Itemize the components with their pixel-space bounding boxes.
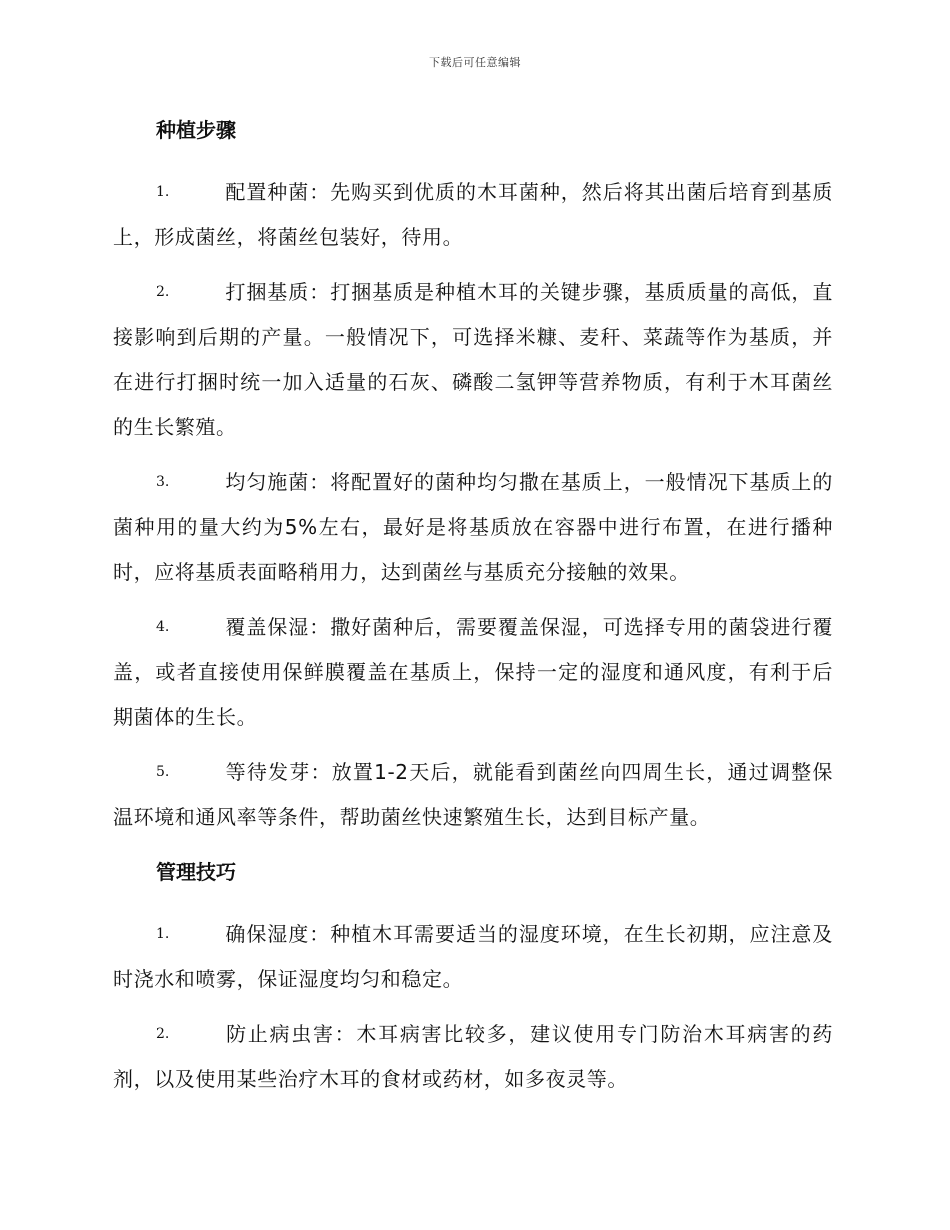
list-item: [113, 605, 833, 740]
document-content: [113, 108, 833, 1112]
list-item-text: 覆盖保湿：撒好菌种后，需要覆盖保湿，可选择专用的菌袋进行覆盖，或者直接使用保鲜膜覆盖在基质上，保持一定的湿度和通风度，有利于后期菌体的生长。: [113, 615, 833, 729]
list-item: [113, 750, 833, 840]
list-item-number: 2.: [156, 1026, 170, 1042]
list-item-text: 确保湿度：种植木耳需要适当的湿度环境，在生长初期，应注意及时浇水和喷雾，保证湿度均匀和稳定。: [113, 922, 833, 991]
list-item-text: 配置种菌：先购买到优质的木耳菌种，然后将其出菌后培育到基质上，形成菌丝，将菌丝包装好，待用。: [113, 180, 833, 249]
section-title-management-tips: 管理技巧: [156, 860, 236, 884]
list-item-number: 3.: [156, 474, 170, 490]
list-item-number: 5.: [156, 764, 170, 780]
list-item: [113, 270, 833, 450]
list-item-text: 均匀施菌：将配置好的菌种均匀撒在基质上，一般情况下基质上的菌种用的量大约为5%左右，最好是将基质放在容器中进行布置，在进行播种时，应将基质表面略稍用力，达到菌丝与基质充分接触的效果。: [113, 470, 833, 584]
list-item-number: 1.: [156, 926, 170, 942]
list-item: [113, 170, 833, 260]
header-note: 下载后可任意编辑: [429, 56, 521, 69]
list-item: [113, 1012, 833, 1102]
list-item-text: 打捆基质：打捆基质是种植木耳的关键步骤，基质质量的高低，直接影响到后期的产量。一般情况下，可选择米糠、麦秆、菜蔬等作为基质，并在进行打捆时统一加入适量的石灰、磷酸二氢钾等营养物质，有利于木耳菌丝的生长繁殖。: [113, 280, 833, 439]
list-item-number: 1.: [156, 184, 170, 200]
list-item-number: 4.: [156, 619, 170, 635]
list-item-number: 2.: [156, 284, 170, 300]
section-title-planting-steps: 种植步骤: [156, 118, 236, 142]
list-item-text: 等待发芽：放置1-2天后，就能看到菌丝向四周生长，通过调整保温环境和通风率等条件，帮助菌丝快速繁殖生长，达到目标产量。: [113, 760, 833, 829]
list-item: [113, 912, 833, 1002]
list-item: [113, 460, 833, 595]
list-item-text: 防止病虫害：木耳病害比较多，建议使用专门防治木耳病害的药剂，以及使用某些治疗木耳的食材或药材，如多夜灵等。: [113, 1022, 833, 1091]
